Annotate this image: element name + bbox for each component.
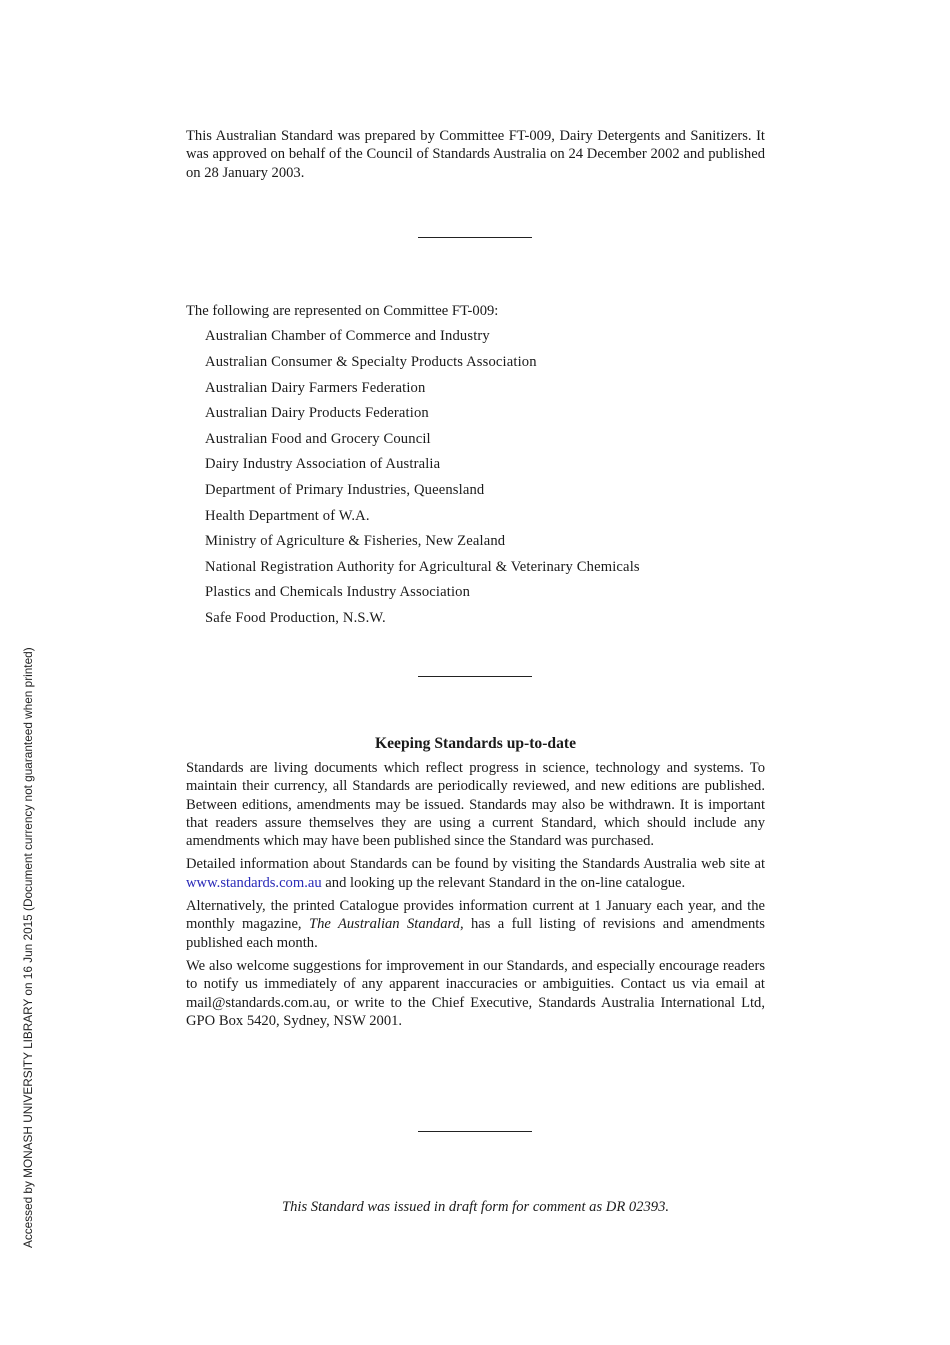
magazine-title: The Australian Standard — [308, 916, 460, 933]
committee-member: National Registration Authority for Agricultural & Veterinary Chemicals — [205, 558, 640, 575]
committee-member: Australian Consumer & Specialty Products Association — [205, 354, 537, 371]
keeping-p2-text: Detailed information about Standards can be found by visiting the Standards Australia web site at — [186, 856, 765, 873]
keeping-paragraph-2 — [186, 855, 765, 892]
access-watermark: Accessed by MONASH UNIVERSITY LIBRARY on 16 Jun 2015 (Document currency not guaranteed when printed) — [21, 647, 35, 1248]
intro-paragraph — [186, 127, 765, 182]
committee-member: Australian Food and Grocery Council — [205, 430, 431, 447]
section-divider — [418, 1131, 532, 1132]
committee-section — [186, 302, 765, 635]
committee-member: Australian Dairy Farmers Federation — [205, 379, 426, 396]
standards-website-link[interactable]: www.standards.com.au — [186, 874, 322, 891]
intro-text: This Australian Standard was prepared by Committee FT-009, Dairy Detergents and Sanitizers. It was approved on behalf of the Council of Standards Australia on 24 December 2002 and published on 28 January 2003. — [186, 128, 765, 181]
section-divider — [418, 237, 532, 238]
committee-member: Department of Primary Industries, Queensland — [205, 482, 485, 499]
committee-member: Australian Chamber of Commerce and Industry — [205, 328, 490, 345]
keeping-p2-text: and looking up the relevant Standard in the on-line catalogue. — [321, 874, 686, 891]
committee-member: Dairy Industry Association of Australia — [205, 456, 441, 473]
keeping-p3-text: , has a full listing of revisions and amendments published each month. — [186, 916, 765, 951]
committee-member: Health Department of W.A. — [205, 507, 370, 524]
committee-member: Plastics and Chemicals Industry Association — [205, 584, 471, 601]
keeping-paragraph-4: We also welcome suggestions for improvement in our Standards, and especially encourage readers to notify us immediately of any apparent inaccuracies or ambiguities. Contact us via email at mail@standards.com.au, or write to the Chief Executive, Standards Australia International Ltd, GPO Box 5420, Sydney, NSW 2001. — [186, 957, 765, 1029]
committee-member: Ministry of Agriculture & Fisheries, New Zealand — [205, 533, 506, 550]
committee-heading: The following are represented on Committee FT-009: — [186, 303, 499, 319]
keeping-paragraph-1: Standards are living documents which reflect progress in science, technology and systems. To maintain their currency, all Standards are periodically reviewed, and new editions are published. Between editions, amendments may be issued. Standards may also be withdrawn. It is important that readers assure themselves they are using a current Standard, which should include any amendments which may have been published since the Standard was purchased. — [186, 760, 765, 850]
draft-footnote: This Standard was issued in draft form for comment as DR 02393. — [281, 1199, 670, 1215]
keeping-paragraph-3 — [186, 897, 765, 952]
keeping-p3-text: Alternatively, the printed Catalogue provides information current at 1 January each year, and the monthly magazine, — [186, 898, 765, 933]
keeping-standards-section — [186, 759, 765, 1035]
keeping-standards-title: Keeping Standards up-to-date — [374, 735, 576, 752]
committee-member-list — [186, 327, 765, 634]
committee-member: Australian Dairy Products Federation — [205, 405, 429, 422]
section-divider — [418, 676, 532, 677]
committee-member: Safe Food Production, N.S.W. — [205, 610, 386, 627]
